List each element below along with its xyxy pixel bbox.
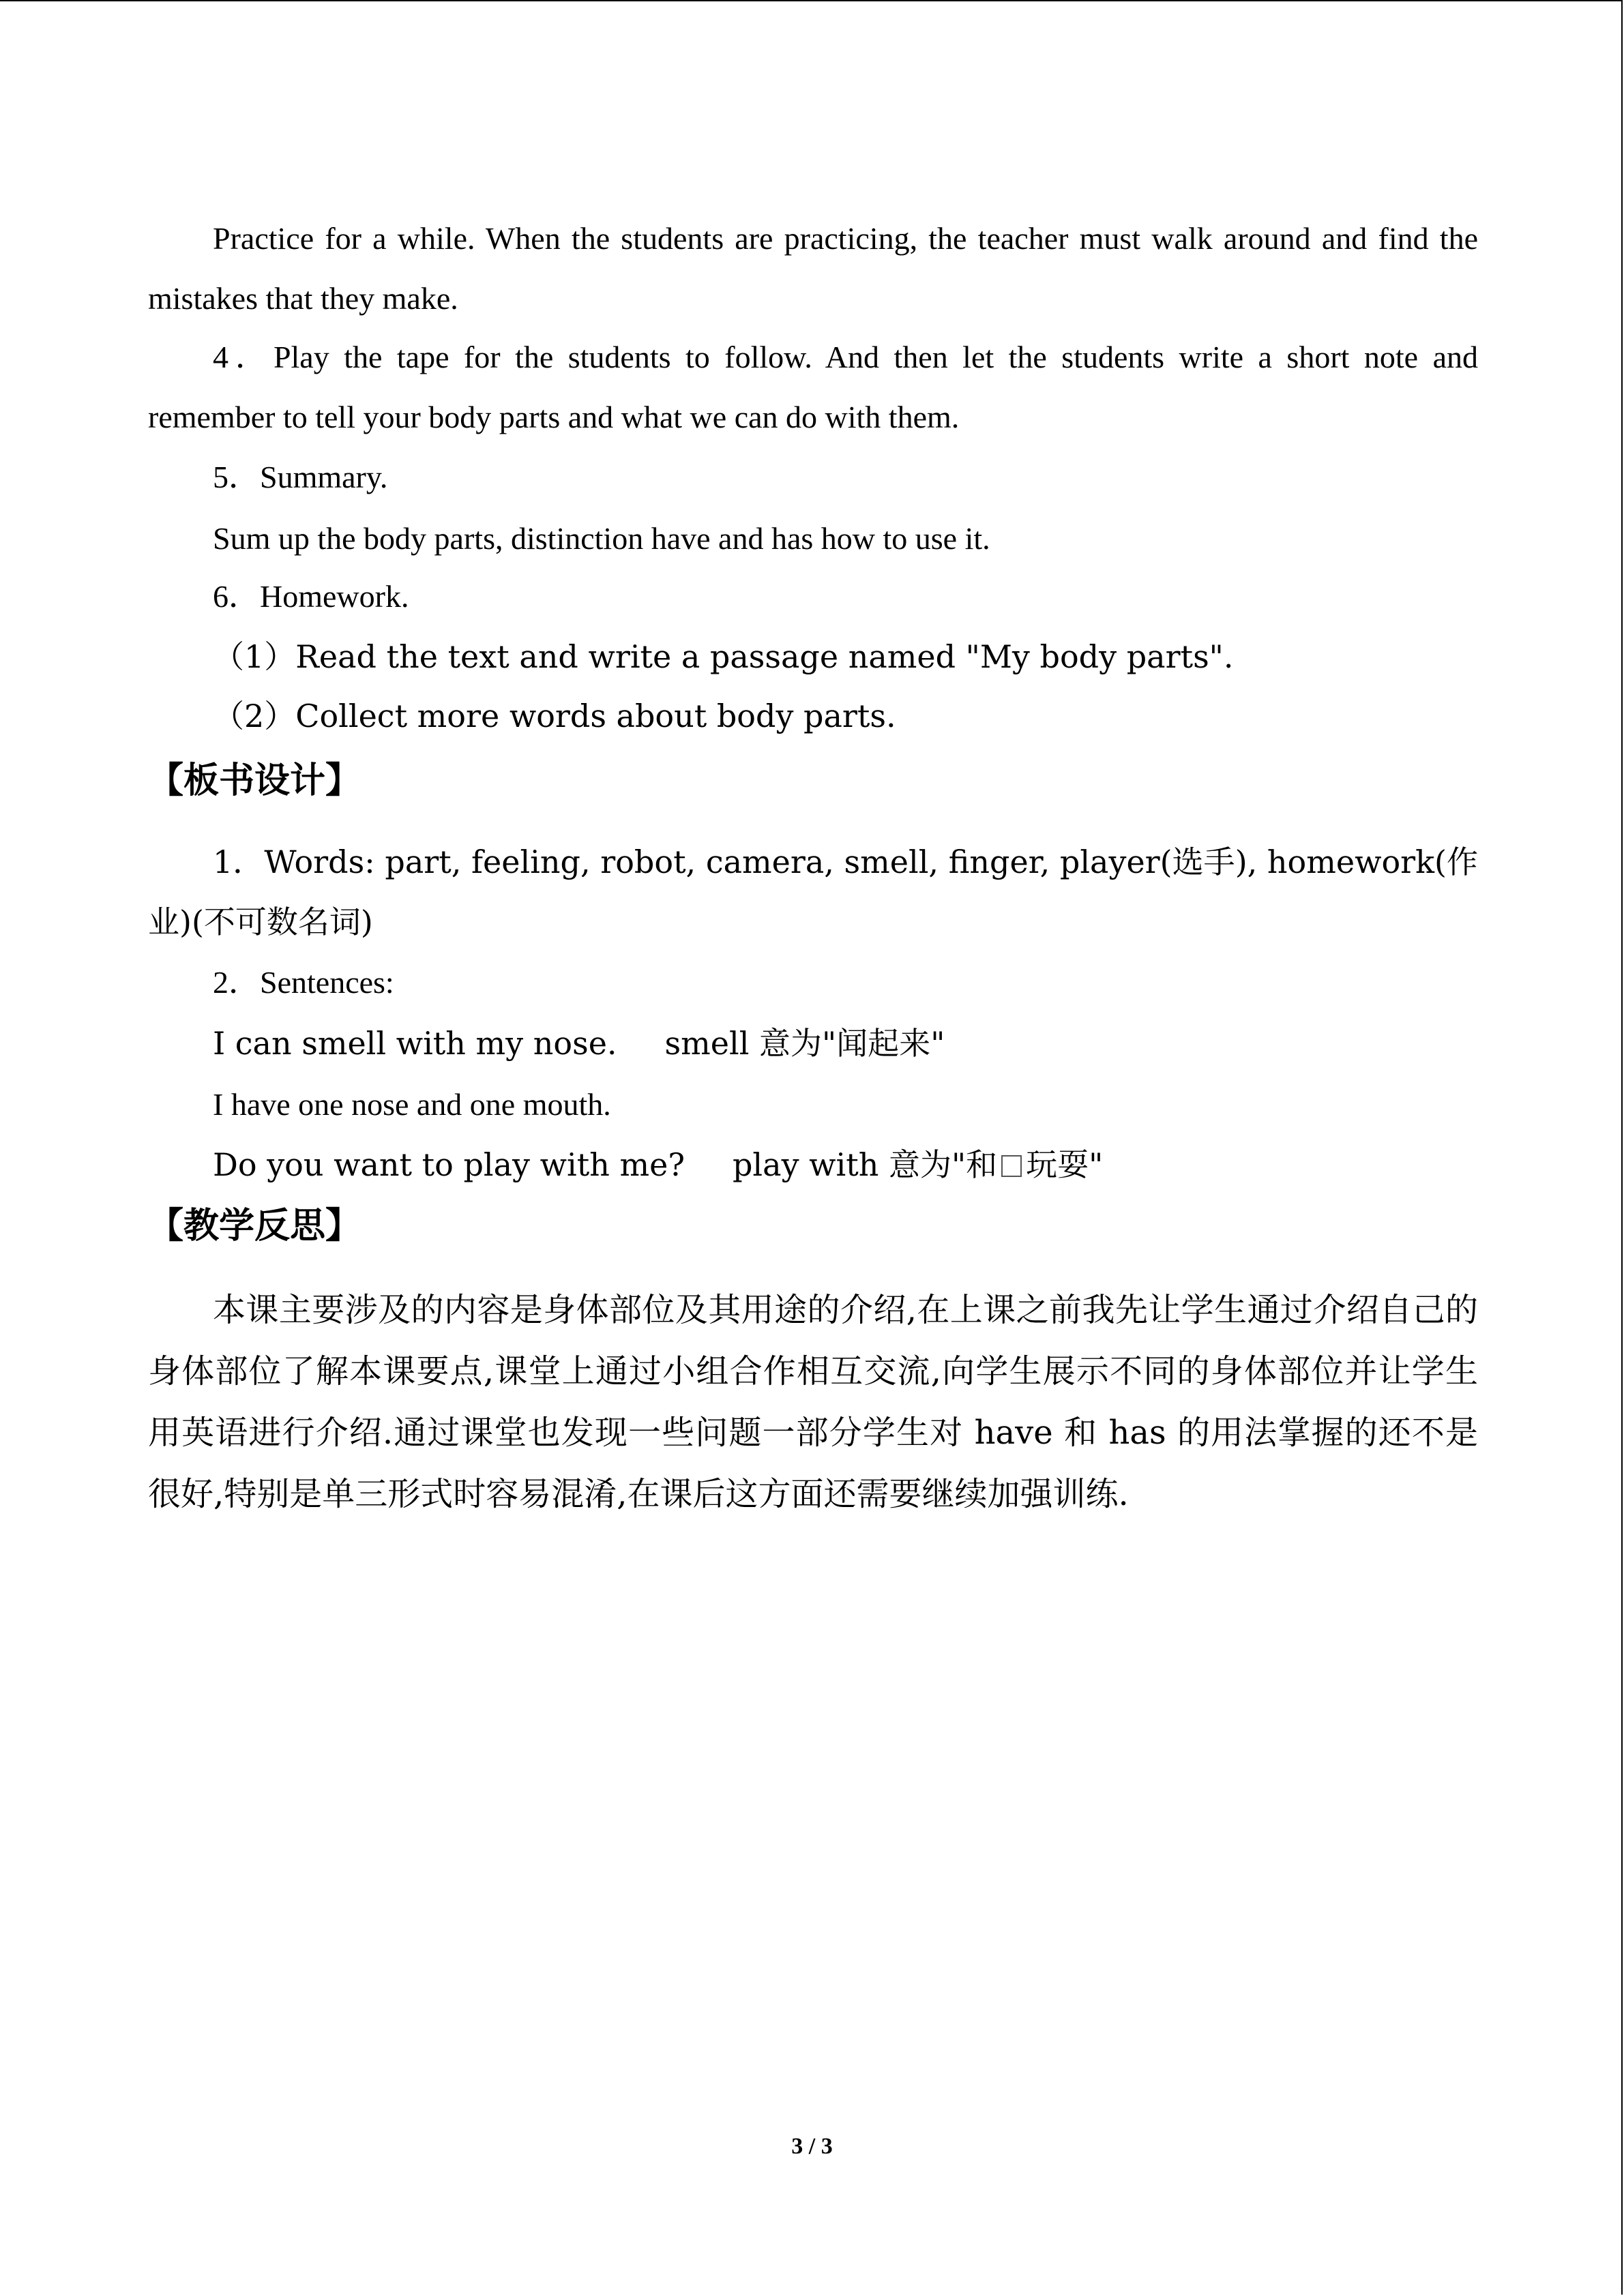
sentence-2: I have one nose and one mouth.	[213, 1087, 611, 1122]
reflection-heading: 【教学反思】	[148, 1206, 361, 1247]
sentence-1-note: smell 意为"闻起来"	[664, 1025, 945, 1062]
step-4-paragraph: 4．Play the tape for the students to follow. And then let the students write a short note and remember to tell your body parts and what we can do with them.	[148, 340, 1478, 434]
page-number: 3 / 3	[791, 2134, 833, 2159]
homework-item-2: （2）Collect more words about body parts.	[213, 698, 896, 734]
step-6-title: 6．Homework.	[213, 579, 409, 614]
sentence-3: Do you want to play with me?	[213, 1146, 685, 1183]
sentence-1-line	[213, 1023, 945, 1064]
reflection-paragraph: 本课主要涉及的内容是身体部位及其用途的介绍,在上课之前我先让学生通过介绍自己的身体部位了解本课要点,课堂上通过小组合作相互交流,向学生展示不同的身体部位并让学生用英语进行介绍.通过课堂也发现一些问题一部分学生对 have 和 has 的用法掌握的还不是很好,特别是单三形式时容易混淆,在课后这方面还需要继续加强训练.	[148, 1291, 1478, 1513]
words-line: 1．Words: part, feeling, robot, camera, smell, finger, player(选手), homework(作业)(不可数名词)	[148, 844, 1478, 940]
sentence-3-note-suffix: 玩耍"	[1026, 1146, 1104, 1183]
sentence-1: I can smell with my nose.	[213, 1025, 617, 1062]
board-design-heading: 【板书设计】	[148, 760, 361, 801]
sentence-3-note-prefix: play with 意为"和	[732, 1146, 998, 1183]
sentence-3-line	[213, 1144, 1103, 1185]
step-5-text: Sum up the body parts, distinction have and has how to use it.	[213, 521, 990, 556]
sentences-title: 2．Sentences:	[213, 965, 394, 1000]
practice-paragraph: Practice for a while. When the students are practicing, the teacher must walk around and find the mistakes that they make.	[148, 221, 1478, 316]
missing-glyph-box-icon	[1001, 1155, 1022, 1177]
step-5-title: 5．Summary.	[213, 460, 388, 494]
homework-item-1: （1）Read the text and write a passage named "My body parts".	[213, 638, 1234, 675]
